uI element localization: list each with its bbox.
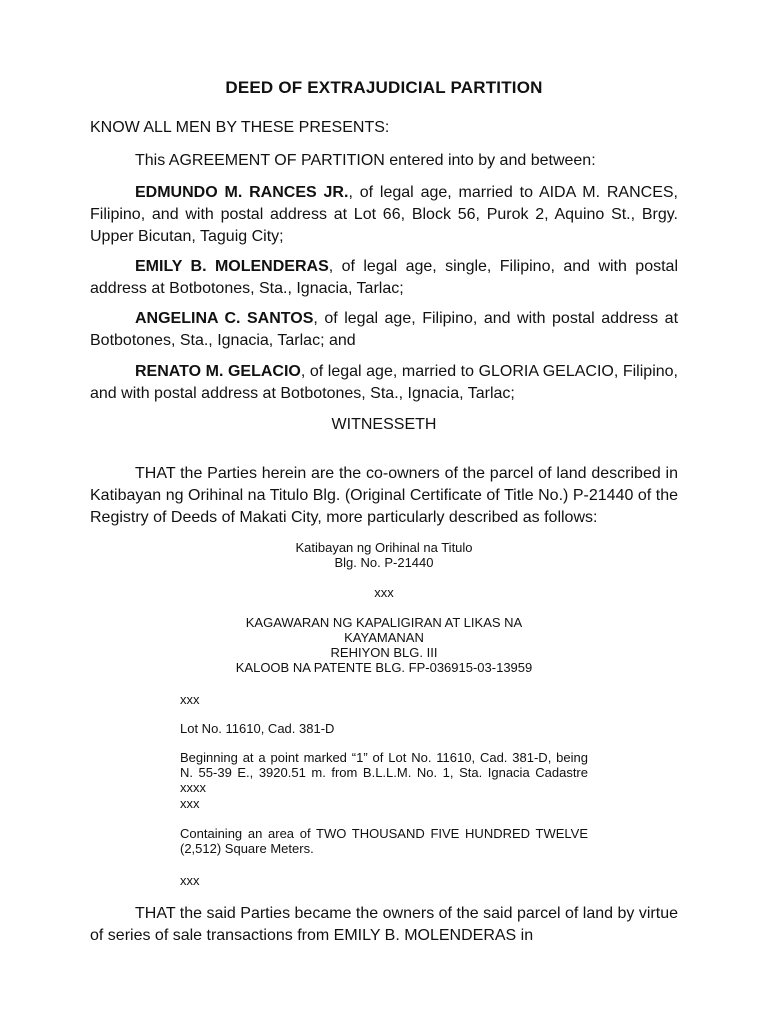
owners-paragraph: THAT the said Parties became the owners of the said parcel of land by virtue of series of sale transactions from EMILY B. MOLENDERAS in: [90, 905, 678, 944]
lot-line: Lot No. 11610, Cad. 381-D: [180, 721, 335, 736]
party-details: , of legal age, Filipino, and with postal address at Botbotones, Sta., Ignacia, Tarlac; and: [90, 310, 679, 349]
patent-line: KALOOB NA PATENTE BLG. FP-036915-03-13959: [235, 660, 533, 675]
intro-paragraph: This AGREEMENT OF PARTITION entered into by and between:: [135, 152, 596, 169]
title-number: Blg. No. P-21440: [334, 555, 434, 570]
party-details: , of legal age, single, Filipino, and with postal address at Botbotones, Sta., Ignacia, Tarlac;: [90, 258, 678, 297]
party-name: EMILY B. MOLENDERAS: [135, 258, 329, 275]
document-title: DEED OF EXTRAJUDICIAL PARTITION: [225, 78, 543, 97]
omission-mark: xxx: [374, 585, 394, 600]
party-paragraph: [90, 308, 678, 352]
party-paragraph: [90, 182, 678, 248]
title-line: Katibayan ng Orihinal na Titulo: [295, 540, 473, 555]
party-details: , of legal age, married to AIDA M. RANCES, Filipino, and with postal address at Lot 66, Block 56, Purok 2, Aquino St., Brgy. Upper Bicutan, Taguig City;: [90, 184, 678, 245]
party-name: ANGELINA C. SANTOS: [135, 310, 314, 327]
coowners-paragraph: THAT the Parties herein are the co-owners of the parcel of land described in Katibayan ng Orihinal na Titulo Blg. (Original Certificate of Title No.) P-21440 of the Registry of Deeds of Makati City, more particularly described as follows:: [90, 465, 678, 526]
region-line: REHIYON BLG. III: [330, 645, 438, 660]
document-page: [90, 0, 678, 1024]
agency-line: KAGAWARAN NG KAPALIGIRAN AT LIKAS NA: [245, 615, 523, 630]
agency-line: KAYAMANAN: [344, 630, 424, 645]
party-paragraph: [90, 361, 678, 405]
witnesseth-heading: WITNESSETH: [331, 416, 437, 433]
greeting: KNOW ALL MEN BY THESE PRESENTS:: [90, 119, 390, 136]
party-name: RENATO M. GELACIO: [135, 363, 301, 380]
party-paragraph: [90, 256, 678, 300]
area-paragraph: Containing an area of TWO THOUSAND FIVE HUNDRED TWELVE (2,512) Square Meters.: [180, 826, 588, 856]
omission-mark: xxx: [180, 692, 200, 707]
party-details: , of legal age, married to GLORIA GELACIO, Filipino, and with postal address at Botbotones, Sta., Ignacia, Tarlac;: [90, 363, 678, 402]
beginning-paragraph: Beginning at a point marked “1” of Lot No. 11610, Cad. 381-D, being N. 55-39 E., 3920.51 m. from B.L.L.M. No. 1, Sta. Ignacia Cadastre xxxx: [180, 750, 588, 795]
omission-mark: xxx: [180, 796, 200, 811]
party-name: EDMUNDO M. RANCES JR.: [135, 184, 349, 201]
omission-mark: xxx: [180, 873, 200, 888]
